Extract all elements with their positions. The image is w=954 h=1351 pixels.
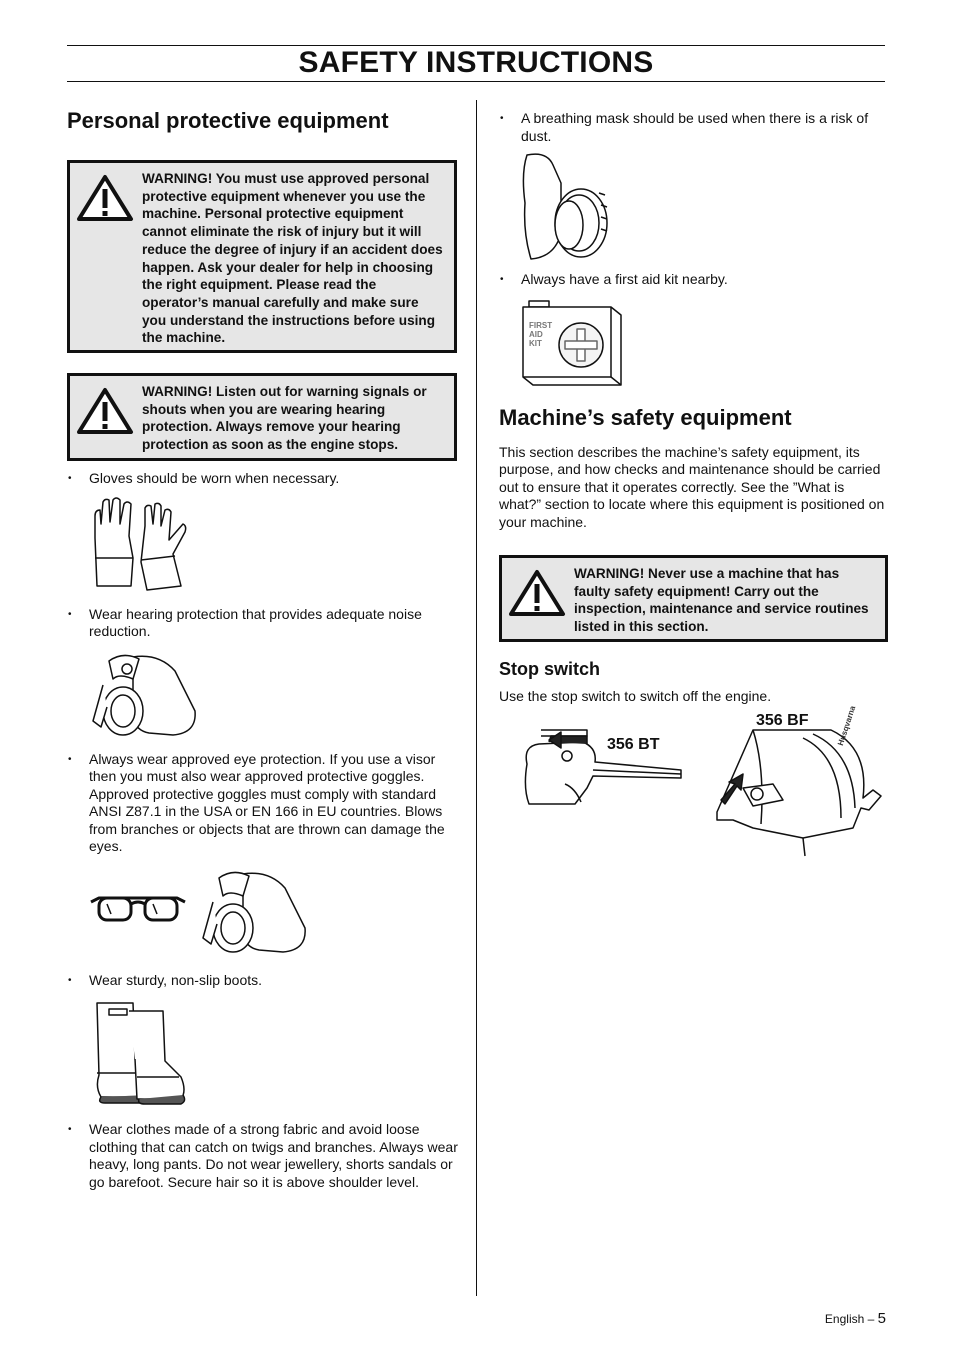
page-number: 5 (877, 1310, 886, 1327)
bullet-eye-protection: • Always wear approved eye protection. If you use a visor then you must also wear approved protective goggles. Approved protective goggles must comply with standard ANSI Z87.1 in the USA or EN 166 in EU countries. Blows from branches or objects that are thrown can damage the eyes. (67, 751, 459, 856)
stop-switch-figures (499, 704, 889, 862)
warning-box-faulty-equipment (499, 555, 888, 642)
brand-label: Husqvarna (836, 704, 858, 747)
warning-triangle-icon (508, 568, 566, 618)
boots-illustration (89, 997, 189, 1105)
first-aid-kit-illustration (521, 299, 625, 387)
bullet-first-aid-kit: • Always have a first aid kit nearby. (499, 271, 889, 289)
hearing-protection-illustration (89, 649, 199, 737)
warning-text-ppe: WARNING! You must use approved personal protective equipment whenever you use the machine. Personal protective equipment cannot eliminate the risk of injury but it will reduce the degree of injury if an accident does happen. Ask your dealer for help in choosing the right equipment. Please read the operator’s manual carefully and make sure you understand the instructions before using the machine. (142, 171, 443, 346)
warning-text-hearing: WARNING! Listen out for warning signals or shouts when you are wearing hearing protection. Always remove your hearing protection as soon as the engine stops. (142, 384, 427, 453)
left-column (67, 104, 459, 1191)
bullet-clothes: • Wear clothes made of a strong fabric and avoid loose clothing that can catch on twigs and branches. Always wear heavy, long pants. Do not wear jewellery, shorts sandals or go barefoot. Secure hair so it is above shoulder level. (67, 1121, 459, 1191)
bullet-hearing: • Wear hearing protection that provides adequate noise reduction. (67, 606, 459, 641)
machine-safety-intro: This section describes the machine’s safety equipment, its purpose, and how checks and maintenance should be carried out to ensure that it operates correctly. See the ”What is what?” section to locate where this equipment is positioned on your machine. (499, 443, 885, 530)
first-aid-kit-label (529, 321, 552, 348)
warning-box-ppe (67, 160, 457, 353)
section-heading-machine-safety: Machine’s safety equipment (499, 404, 792, 430)
first-aid-kit-label-line: FIRST (529, 320, 553, 330)
footer-language: English (824, 1312, 865, 1326)
first-aid-kit-label-line: KIT (529, 338, 542, 348)
subheading-stop-switch: Stop switch (499, 659, 601, 679)
bullet-boots: • Wear sturdy, non-slip boots. (67, 972, 459, 990)
stop-switch-text: Use the stop switch to switch off the engine. (499, 688, 772, 704)
column-divider (476, 100, 477, 1296)
page-footer (825, 1310, 886, 1327)
goggles-illustration (89, 892, 187, 924)
gloves-illustration (89, 496, 189, 592)
bullet-gloves: • Gloves should be worn when necessary. (67, 470, 459, 488)
section-heading-ppe: Personal protective equipment (67, 108, 389, 133)
label-356bt: 356 BT (607, 735, 660, 753)
first-aid-kit-label-line: AID (529, 329, 543, 339)
visor-illustration (199, 866, 309, 956)
footer-dash: – (867, 1312, 875, 1326)
eye-protection-illustrations (89, 866, 459, 958)
page-title: SAFETY INSTRUCTIONS (298, 46, 654, 79)
right-column (499, 104, 889, 862)
stop-switch-356bf-illustration (713, 728, 889, 858)
breathing-mask-illustration (521, 153, 611, 261)
warning-text-faulty-equipment: WARNING! Never use a machine that has faulty safety equipment! Carry out the inspection, maintenance and service routines listed in this section. (574, 566, 869, 635)
bullet-breathing-mask: • A breathing mask should be used when there is a risk of dust. (499, 110, 889, 145)
header-bottom-rule (67, 81, 885, 82)
warning-triangle-icon (76, 386, 134, 436)
label-356bf: 356 BF (756, 711, 809, 729)
warning-box-hearing (67, 373, 457, 461)
warning-triangle-icon (76, 173, 134, 223)
